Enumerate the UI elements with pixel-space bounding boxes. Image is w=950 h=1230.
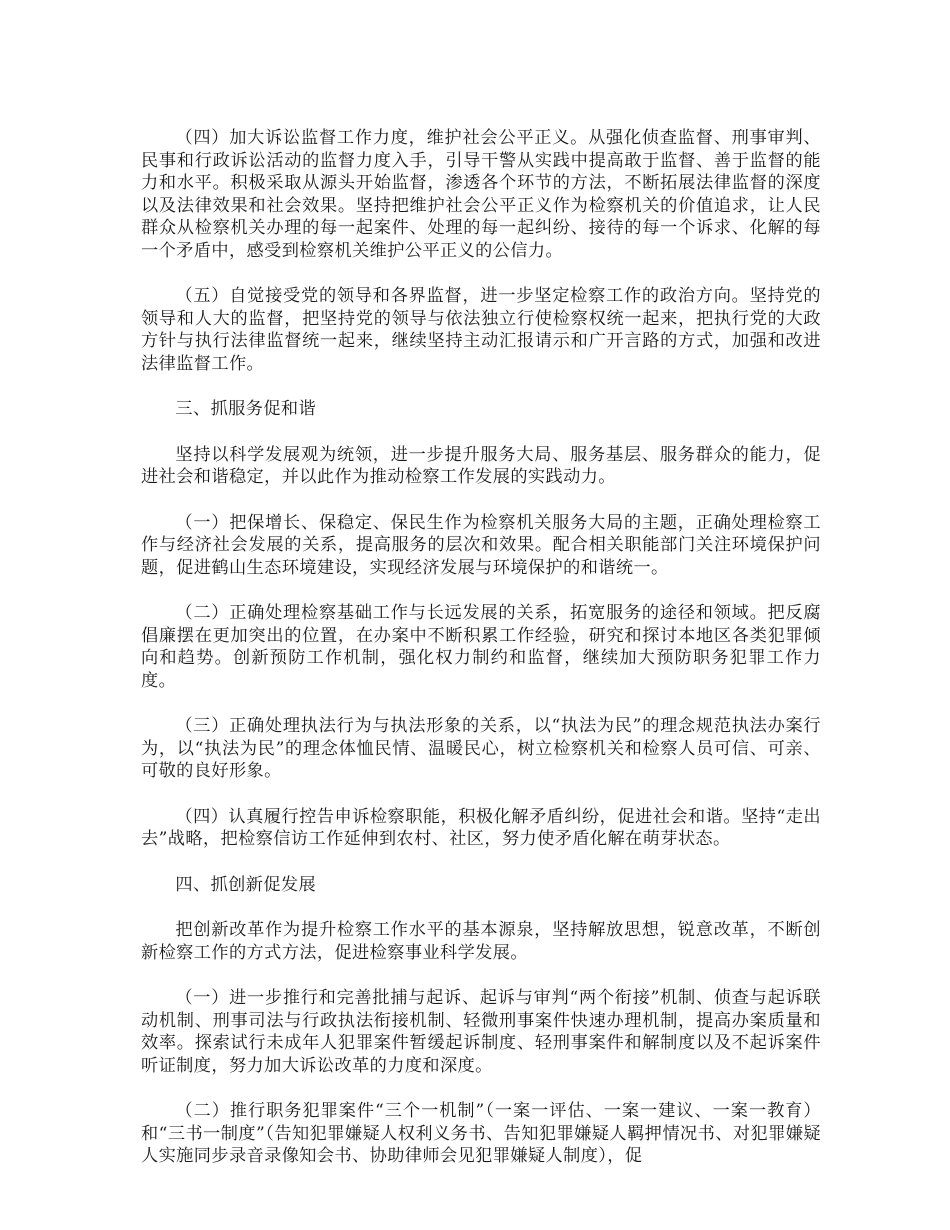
section-3-item-3: （三）正确处理执法行为与执法形象的关系，以“执法为民”的理念规范执法办案行为，以“执法为民”的理念体恤民情、温暖民心，树立检察机关和检察人员可信、可亲、可敬的良好形象。 — [141, 716, 821, 781]
section-heading-3: 三、抓服务促和谐 — [175, 399, 317, 419]
section-heading-4: 四、抓创新促发展 — [175, 874, 317, 895]
section-4-item-1: （一）进一步推行和完善批捕与起诉、起诉与审判“两个衔接”机制、侦查与起诉联动机制、刑事司法与行政执法衔接机制、轻微刑事案件快速办理机制，提高办案质量和效率。探索试行未成年人犯罪案件暂缓起诉制度、轻刑事案件和解制度以及不起诉案件听证制度，努力加大诉讼改革的力度和深度。 — [141, 988, 821, 1076]
section-4-item-2: （二）推行职务犯罪案件“三个一机制”（一案一评估、一案一建议、一案一教育）和“三书一制度”（告知犯罪嫌疑人权利义务书、告知犯罪嫌疑人羁押情况书、对犯罪嫌疑人实施同步录音录像知会书、协助律师会见犯罪嫌疑人制度），促 — [141, 1101, 821, 1166]
document-page — [141, 127, 821, 1191]
paragraph-5-party-leadership: （五）自觉接受党的领导和各界监督，进一步坚定检察工作的政治方向。坚持党的领导和人大的监督，把坚持党的领导与依法独立行使检察权统一起来，把执行党的大政方针与执行法律监督统一起来，继续坚持主动汇报请示和广开言路的方式，加强和改进法律监督工作。 — [141, 286, 821, 374]
section-3-item-4: （四）认真履行控告申诉检察职能，积极化解矛盾纠纷，促进社会和谐。坚持“走出去”战略，把检察信访工作延伸到农村、社区，努力使矛盾化解在萌芽状态。 — [141, 806, 821, 849]
paragraph-4-litigation-supervision: （四）加大诉讼监督工作力度，维护社会公平正义。从强化侦查监督、刑事审判、民事和行政诉讼活动的监督力度入手，引导干警从实践中提高敢于监督、善于监督的能力和水平。积极采取从源头开始监督，渗透各个环节的方法，不断拓展法律监督的深度以及法律效果和社会效果。坚持把维护社会公平正义作为检察机关的价值追求，让人民群众从检察机关办理的每一起案件、处理的每一起纠纷、接待的每一个诉求、化解的每一个矛盾中，感受到检察机关维护公平正义的公信力。 — [141, 128, 821, 261]
section-4-intro: 把创新改革作为提升检察工作水平的基本源泉，坚持解放思想，锐意改革，不断创新检察工作的方式方法，促进检察事业科学发展。 — [141, 920, 821, 963]
section-3-intro: 坚持以科学发展观为统领，进一步提升服务大局、服务基层、服务群众的能力，促进社会和谐稳定，并以此作为推动检察工作发展的实践动力。 — [141, 444, 821, 487]
section-3-item-1: （一）把保增长、保稳定、保民生作为检察机关服务大局的主题，正确处理检察工作与经济社会发展的关系，提高服务的层次和效果。配合相关职能部门关注环境保护问题，促进鹤山生态环境建设，实现经济发展与环境保护的和谐统一。 — [141, 512, 821, 578]
section-3-item-2: （二）正确处理检察基础工作与长远发展的关系，拓宽服务的途径和领域。把反腐倡廉摆在更加突出的位置，在办案中不断积累工作经验，研究和探讨本地区各类犯罪倾向和趋势。创新预防工作机制，强化权力制约和监督，继续加大预防职务犯罪工作力度。 — [141, 603, 821, 691]
